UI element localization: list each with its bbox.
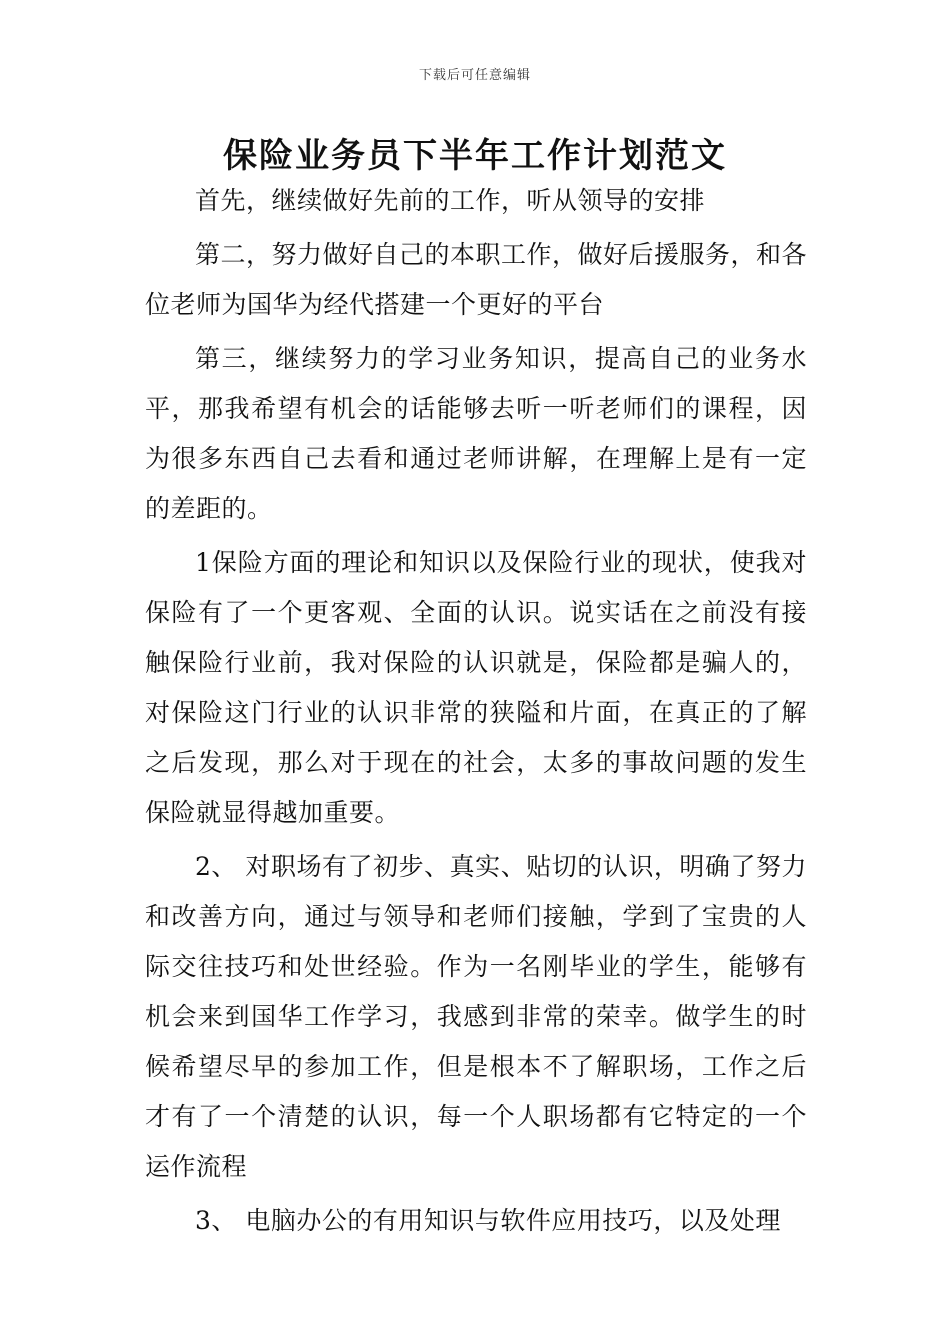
paragraph-2: 第二，努力做好自己的本职工作，做好后援服务，和各位老师为国华为经代搭建一个更好的平台 xyxy=(145,240,808,319)
paragraph-5: 2、 对职场有了初步、真实、贴切的认识，明确了努力和改善方向，通过与领导和老师们接触，学到了宝贵的人际交往技巧和处世经验。作为一名刚毕业的学生，能够有机会来到国华工作学习，我感到非常的荣幸。做学生的时候希望尽早的参加工作，但是根本不了解职场，工作之后才有了一个清楚的认识，每一个人职场都有它特定的一个运作流程 xyxy=(145,852,807,1181)
page-header-note: 下载后可任意编辑 xyxy=(418,68,531,83)
paragraph-1: 首先，继续做好先前的工作，听从领导的安排 xyxy=(195,186,706,215)
document-body xyxy=(145,176,807,1246)
document-title: 保险业务员下半年工作计划范文 xyxy=(223,136,727,176)
paragraph-4: 1保险方面的理论和知识以及保险行业的现状，使我对保险有了一个更客观、全面的认识。说实话在之前没有接触保险行业前，我对保险的认识就是，保险都是骗人的，对保险这门行业的认识非常的狭隘和片面，在真正的了解之后发现，那么对于现在的社会，太多的事故问题的发生保险就显得越加重要。 xyxy=(145,548,807,827)
paragraph-6: 3、 电脑办公的有用知识与软件应用技巧，以及处理 xyxy=(195,1206,781,1235)
paragraph-3: 第三，继续努力的学习业务知识，提高自己的业务水平，那我希望有机会的话能够去听一听老师们的课程，因为很多东西自己去看和通过老师讲解，在理解上是有一定的差距的。 xyxy=(145,344,807,523)
